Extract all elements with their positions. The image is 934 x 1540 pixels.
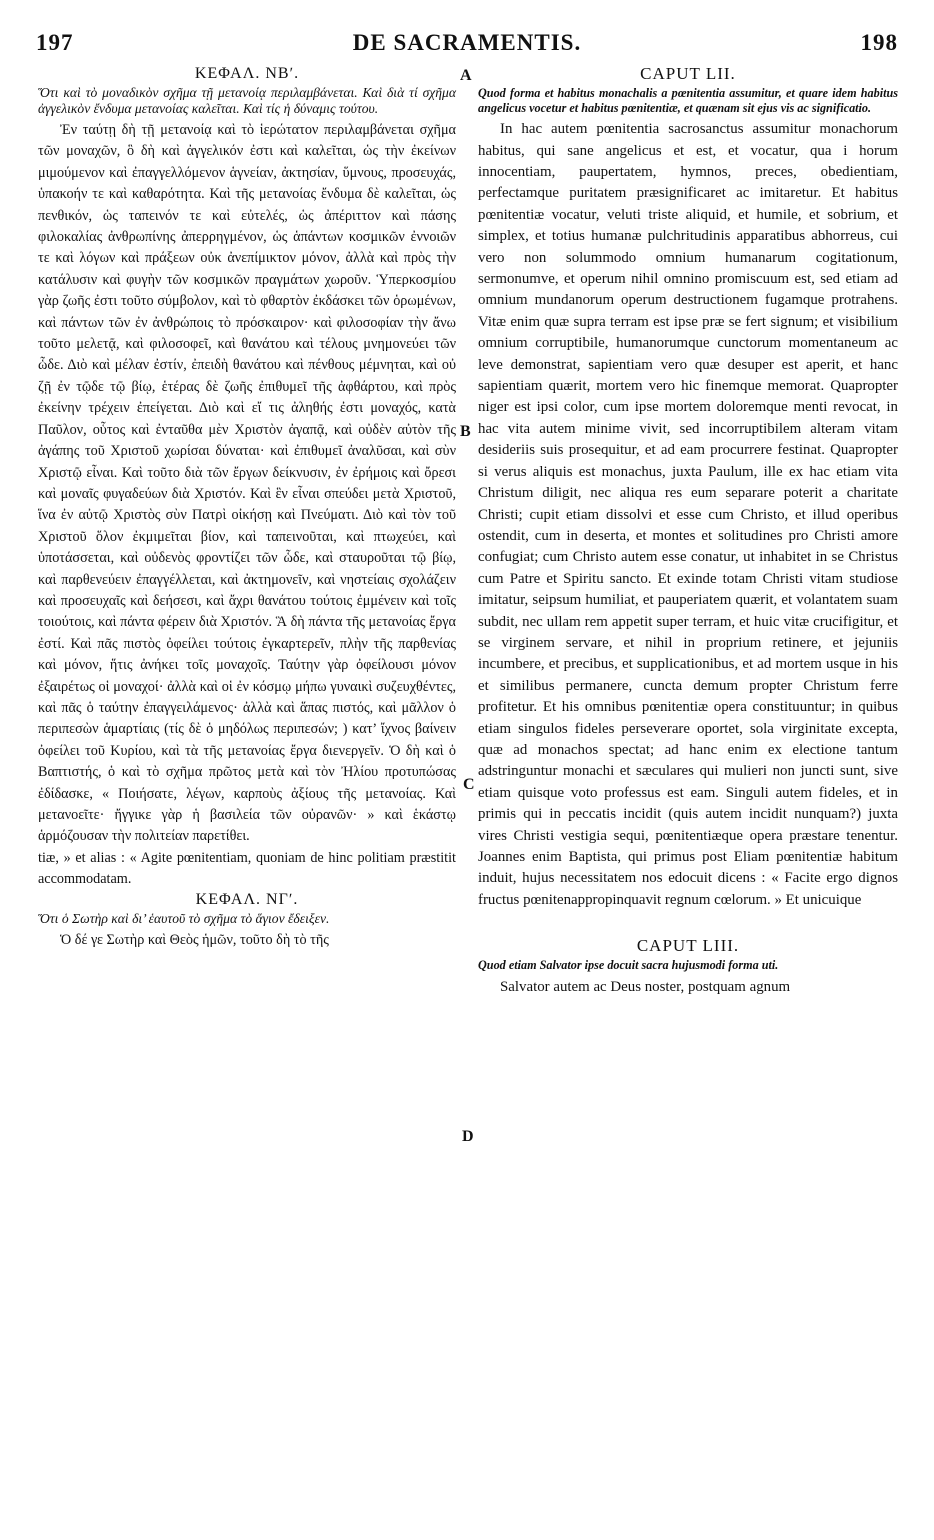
chapter-heading-greek-53: ΚΕΦΑΛ. ΝΓʹ.: [195, 890, 299, 908]
continuation-text: tiæ, » et alias : « Agite pœnitentiam, quoniam de hinc politiam præstitit accommodatam.: [38, 849, 456, 888]
margin-letter-d: D: [462, 1128, 474, 1145]
chapter-heading-greek-52: ΚΕΦΑΛ. ΝΒʹ.: [194, 65, 300, 82]
latin-column: [478, 65, 898, 998]
margin-letter-c: C: [463, 776, 475, 793]
latin-body-text: In hac autem pœnitentia sacrosanctus assumitur monachorum habitus, qui sane angelicus et est, et vocatur, qua i horum innocentiam, paupertatem, hymnos, preces, obedientiam, perfectamque puritatem præsignificaret ac imitaretur. Et habitus pœnitentiæ vocatur, veluti triste aliquid, et humile, et sobrium, et simplex, et totius humanæ pulchritudinis apparatibus abhorreus, cui vero non solummodo omnium humanarum cogitationum, sermonumve, et operum nihil omnino promiscuum est, sed etiam ad omnium mundanorum operum destructionem fugamque protrahens. Vitæ enim quæ supra terram est ipse præ se fert signum; et visibilium omnium corruptibile, humanorumque cunctorum momentaneum ac leve demonstrat, sapientiam vero quæ desuper est aperit, et hanc sapientiam quærit, mortem vero hic finemque memorat. Quapropter niger est ipsi color, cum ipse mortem doloremque menti revocat, in hac vita autem minime vivit, sed incorruptibilem alteram vitam desideriis suis prosequitur, et ad eam procurrere festinat. Quapropter si verus aliquis est monachus, juxta Paulum, ille ex hac etiam vita Christum diligit, nec aliqua res eum separare poterit a charitate Christi; cupit etiam dissolvi et esse cum Christo, et illud operibus ostendit, cum in deserta, et montes et solitudines pro Christi amore confugiat; cum Christo autem esse conatur, ut inhabitet in se Christus cum Patre et Spiritu sancto. Et exinde totam Christi vitam studiose imitatur, seipsum humiliat, et pauperiatem quærit, et volantatem suam subdit, nec ullam rem appetit super terram, et huic vitæ crucifigitur, et se virginem servare, et nihil in proprium retinere, et jejuniis incumbere, et precibus, et supplicationibus, et ad mortem usque in his et similibus permanere, cuncta demum propter Christum ferre profitetur. Et his omnibus pœnitentiæ opera constituuntur; in quibus etiam singulos fideles perseverare oportet, sola virginitate excepta, quæ ad monachos spectat; ad hanc enim ex electione tantum adstringuntur monachi et sæculares qui mulieri non juncti sunt, sive etiam quisque voto professus est eam. Singuli autem fideles, et in primis qui in peccatis incidit (quis autem incidit nunquam?) juxta vires Christi vestigia sequi, pœnitentiæque opera præstare tenentur. Joannes enim Baptista, qui primus post Eliam pœnitentiæ habitum induit, hujus necessitatem nos edocuit dicens : « Facite ergo dignos fructus pœnitenappropinquavit regnum cœlorum. » Et unicuique: [478, 121, 898, 908]
greek-column: [38, 65, 456, 952]
margin-letter-b: B: [460, 423, 471, 440]
greek-body-text: Ἐν ταύτῃ δὴ τῇ μετανοίᾳ καὶ τὸ ἱερώτατον περιλαμβάνεται σχῆμα τῶν μοναχῶν, ὃ δὴ καὶ ἀγγελικόν ἐστι καὶ καλεῖται, ὡς τὴν ἐκείνων μιμούμενον καὶ ἐπαγγελλόμενον ἁγνείαν, ἀκτησίαν, ὕμνους, προσευχάς, ὑπακοήν τε καὶ καθαρότητα. Καὶ τῆς μετανοίας ἔνδυμα δὲ καλεῖται, ὡς πενθικόν, ὡς ταπεινόν τε καὶ εὐτελές, ὡς ἀπέριττον καὶ πάσης φιλοκαλίας ἀνθρωπίνης ἀπερρηγμένον, ὡς ἁπάντων κοσμικῶν ἐννοιῶν τε καὶ λόγων καὶ πράξεων οὐκ ἀνεπίμικτον μόνον, ἀλλὰ καὶ πρὸς τὴν κατάλυσιν καὶ φυγὴν τῶν κοσμικῶν πραγμάτων χωροῦν. Ὑπερκοσμίου γὰρ ζωῆς ἐστι τοῦτο σύμβολον, καὶ τὸ φθαρτὸν ἐκδάσκει τῶν ὁρωμένων, καὶ πάντων τῶν ἐν ἀνθρώποις τὸ πρόσκαιρον· καὶ φιλοσοφίαν τὴν ἄνω τοῦτο μελετᾷ, καὶ φιλοσοφεῖ, καὶ θανάτου καὶ τέλους μνημονεύει τῶν ὧδε. Διὸ καὶ μέλαν ἐστίν, ἐπειδὴ θανάτου καὶ πένθους μέμνηται, καὶ οὐ ζῇ ἐν τῷδε τῷ βίῳ, ἑτέρας δὲ ζωῆς ἐπιθυμεῖ τῆς ἀφθάρτου, καὶ πρὸς ἐκείνην τρέχειν ἐπείγεται. Διὸ καὶ εἴ τις ἀληθής ἐστι μοναχός, κατὰ Παῦλον, οὗτος καὶ ἐνταῦθα μὲν Χριστὸν ἀγαπᾷ, καὶ οὐδὲν αὐτὸν τῆς ἀγάπης τοῦ Χριστοῦ χωρίσαι δύναται· καὶ ἐπιθυμεῖ ἀναλῦσαι, καὶ σὺν Χριστῷ εἶναι. Καὶ τοῦτο διὰ τῶν ἔργων δείκνυσιν, ἐν ἐρήμοις καὶ ὄρεσι καὶ μοναῖς φυγαδεύων διὰ Χριστόν. Καὶ ἓν εἶναι σπεύδει μετὰ Χριστοῦ, ἵνα ἐν αὐτῷ Χριστὸς σὺν Πατρὶ οἰκήσῃ καὶ Πνεύματι. Διὸ καὶ τὸν τοῦ Χριστοῦ ὅλον ἐκμιμεῖται βίον, καὶ ταπεινοῦται, καὶ πτωχεύει, καὶ ὑποτάσσεται, καὶ οὐδενὸς φροντίζει τῶν ὧδε, καὶ σταυροῦται τῷ βίῳ, καὶ παρθενεύειν ἐπαγγέλλεται, καὶ ἀκτημονεῖν, καὶ νηστείαις σχολάζειν καὶ προσευχαῖς καὶ δεήσεσι, καὶ ἄχρι θανάτου τούτοις ἐμμένειν καὶ τοῖς τοιούτοις, καὶ πάντα φέρειν διὰ Χριστόν. Ἃ δὴ πάντα τῆς μετανοίας ἔργα ἐστί. Καὶ πᾶς πιστὸς ὀφείλει τούτοις ἐγκαρτερεῖν, πλὴν τῆς παρθενίας καὶ μόνον, ἥτις ἀνήκει τοῖς μοναχοῖς. Ταύτην γὰρ ὀφείλουσι μόνον ἐξαιρέτως οἱ μοναχοί· ἀλλὰ καὶ οἱ ἐν κόσμῳ μήπω γυναικὶ συζευχθέντες, καὶ πᾶς ὁ ταύτην ἐπαγγειλάμενος· ἀλλὰ καὶ ἅπας πιστός, καὶ μᾶλλον ὁ περιπεσὼν ἁμαρτίαις (τίς δὲ ὁ μηδόλως περιπεσών; ) κατ’ ἴχνος βαίνειν ὀφείλει τοῦ Κυρίου, καὶ τὰ τῆς μετανοίας ἔργα διενεργεῖν. Ὁ δὴ καὶ ὁ Βαπτιστής, ὁ καὶ τὸ σχῆμα πρῶτος μετὰ καὶ τὸν Ἠλίου προτυπώσας ἐδίδασκε, « Ποιήσατε, λέγων, καρποὺς ἀξίους τῆς μετανοίας. Καὶ μετανοεῖτε· ἤγγικε γὰρ ἡ βασιλεία τῶν οὐρανῶν· » καὶ ἑκάστῳ ἁρμόζουσαν τὴν πολιτείαν παρετίθει.: [38, 122, 456, 845]
running-head: [28, 30, 906, 60]
page-number-right: 198: [860, 30, 898, 55]
margin-letter-a: A: [460, 67, 472, 84]
running-title: DE SACRAMENTIS.: [352, 30, 582, 55]
greek-body-text-53: Ὁ δέ γε Σωτὴρ καὶ Θεὸς ἡμῶν, τοῦτο δὴ τὸ τῆς: [60, 932, 329, 949]
chapter-summary-greek-53: Ὅτι ὁ Σωτὴρ καὶ δι’ ἑαυτοῦ τὸ σχῆμα τὸ ἅγιον ἔδειξεν.: [38, 910, 330, 926]
chapter-heading-latin-52: CAPUT LII.: [640, 64, 736, 83]
chapter-gap: [478, 911, 898, 937]
chapter-summary-latin-52: Quod forma et habitus monachalis a pœnitentia assumitur, et quare idem habitus angelicus vocetur et habitus pœnitentiæ, et quænam sit ejus vis ac significatio.: [478, 86, 898, 115]
chapter-summary-latin-53: Quod etiam Salvator ipse docuit sacra hujusmodi forma uti.: [478, 958, 779, 973]
chapter-summary-greek-52: Ὅτι καὶ τὸ μοναδικὸν σχῆμα τῇ μετανοίᾳ περιλαμβάνεται. Καὶ διὰ τί σχῆμα ἀγγελικὸν ἔνδυμα μετανοίας καλεῖται. Καὶ τίς ἡ δύναμις τούτου.: [38, 85, 456, 116]
latin-body-text-53: Salvator autem ac Deus noster, postquam agnum: [500, 978, 791, 995]
chapter-heading-latin-53: CAPUT LIII.: [636, 936, 740, 956]
page-number-left: 197: [36, 30, 74, 55]
